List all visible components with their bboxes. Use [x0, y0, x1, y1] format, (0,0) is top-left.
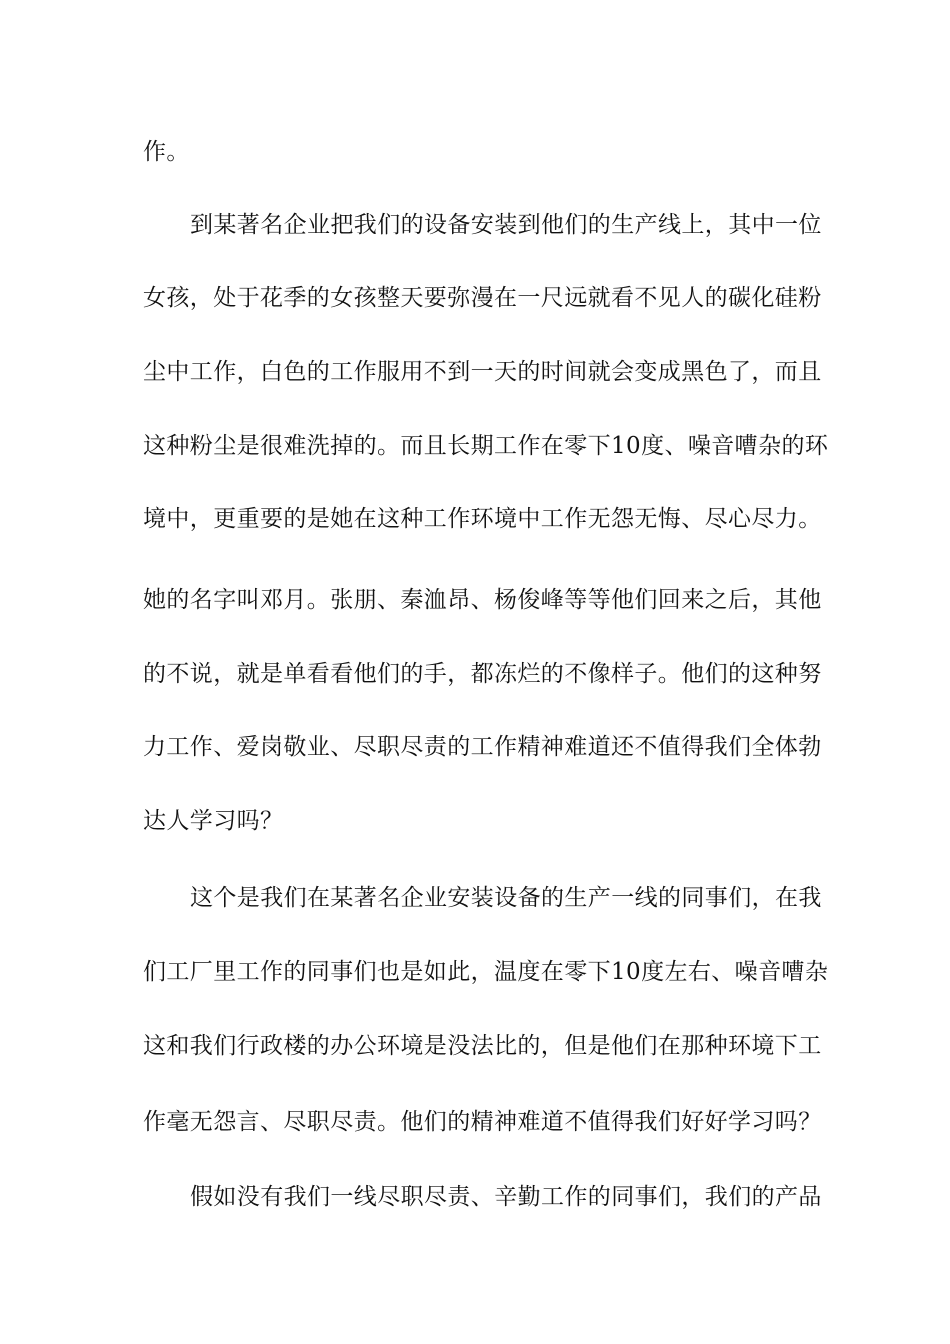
text-line: 们工厂里工作的同事们也是如此，温度在零下10度左右、噪音嘈杂: [143, 959, 829, 985]
text-line: 这种粉尘是很难洗掉的。而且长期工作在零下10度、噪音嘈杂的环: [143, 433, 829, 459]
text-line: 境中，更重要的是她在这种工作环境中工作无怨无悔、尽心尽力。: [143, 506, 822, 532]
text-line: 尘中工作，白色的工作服用不到一天的时间就会变成黑色了，而且: [143, 359, 822, 385]
text-line: 的不说，就是单看看他们的手，都冻烂的不像样子。他们的这种努: [143, 661, 822, 687]
paragraph-first-line: 到某著名企业把我们的设备安装到他们的生产线上，其中一位: [190, 212, 822, 238]
text-line: 作毫无怨言、尽职尽责。他们的精神难道不值得我们好好学习吗？: [143, 1109, 822, 1135]
text-line: 达人学习吗？: [143, 808, 284, 834]
text-line: 力工作、爱岗敬业、尽职尽责的工作精神难道还不值得我们全体勃: [143, 734, 822, 760]
text-line: 作。: [143, 139, 190, 165]
text-line: 这和我们行政楼的办公环境是没法比的，但是他们在那种环境下工: [143, 1033, 822, 1059]
paragraph-first-line: 这个是我们在某著名企业安装设备的生产一线的同事们，在我: [190, 885, 822, 911]
text-line: 她的名字叫邓月。张朋、秦洫昂、杨俊峰等等他们回来之后，其他: [143, 587, 822, 613]
paragraph-first-line: 假如没有我们一线尽职尽责、辛勤工作的同事们，我们的产品: [190, 1184, 822, 1210]
text-line: 女孩，处于花季的女孩整天要弥漫在一尺远就看不见人的碳化硅粉: [143, 285, 822, 311]
